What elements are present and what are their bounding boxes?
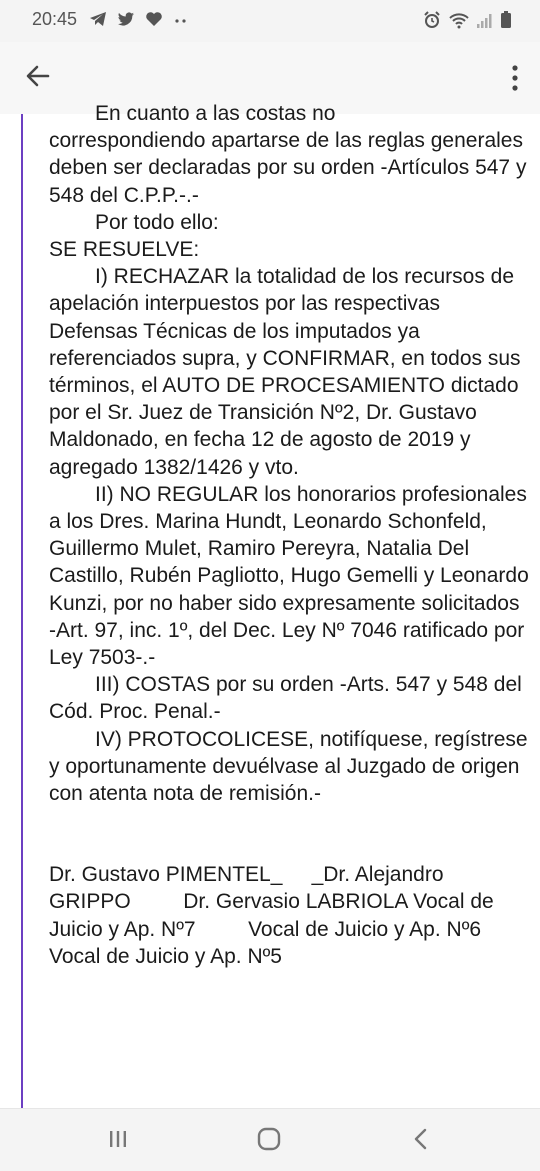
telegram-icon	[88, 9, 108, 29]
overflow-menu-icon[interactable]	[510, 64, 520, 92]
twitter-icon	[116, 9, 136, 29]
status-bar	[0, 0, 540, 42]
back-arrow-icon[interactable]	[22, 60, 54, 92]
item-3-text: III) COSTAS por su orden -Arts. 547 y 548 del Cód. Proc. Penal.-	[49, 673, 528, 724]
heart-icon	[144, 9, 164, 29]
paragraph-resuelve: SE RESUELVE:	[49, 238, 200, 262]
wifi-icon	[448, 10, 470, 30]
status-time: 20:45	[32, 9, 78, 29]
item-4-text: IV) PROTOCOLICESE, notifíquese, regístrese y oportunamente devuélvase al Juzgado de origen con atenta nota de remisión.-	[49, 727, 534, 806]
nav-back-icon[interactable]	[412, 1128, 430, 1150]
quote-bar	[21, 114, 23, 1108]
document-view[interactable]	[0, 102, 540, 1108]
home-icon[interactable]	[257, 1127, 281, 1151]
more-dots-icon	[172, 9, 190, 29]
paragraph-item-2	[49, 481, 535, 671]
partial-line: En cuanto a las costas no	[95, 102, 336, 125]
spacer	[49, 807, 529, 861]
signatures: Dr. Gustavo PIMENTEL_ _Dr. Alejandro GRIPPO Dr. Gervasio LABRIOLA Vocal de Juicio y Ap. Nº7 Vocal de Juicio y Ap. Nº6 Vocal de Juicio y Ap. Nº5	[49, 863, 528, 968]
signal-icon	[476, 10, 494, 30]
paragraph-item-3	[49, 671, 529, 725]
recents-icon[interactable]	[108, 1129, 128, 1149]
battery-icon	[500, 10, 512, 30]
notification-icons	[88, 9, 190, 29]
alarm-icon	[422, 10, 442, 30]
paragraph-costas: correspondiendo apartarse de las reglas generales deben ser declaradas por su orden -Artículos 547 y 548 del C.P.P.-.-	[49, 129, 533, 207]
paragraph-item-1	[49, 263, 529, 481]
paragraph-item-4	[49, 726, 534, 808]
document-text	[49, 100, 535, 970]
system-icons	[422, 10, 512, 30]
navigation-bar	[0, 1108, 540, 1171]
item-1-text: I) RECHAZAR la totalidad de los recursos de apelación interpuestos por las respectivas Defensas Técnicas de los imputados ya referenciados supra, y CONFIRMAR, en todos sus términos, el AUTO DE PROCESAMIENTO dictado por el Sr. Juez de Transición Nº2, Dr. Gustavo Maldonado, en fecha 12 de agosto de 2019 y agregado 1382/1426 y vto.	[49, 265, 527, 479]
item-2-text: II) NO REGULAR los honorarios profesionales a los Dres. Marina Hundt, Leonardo Schonfeld, Guillermo Mulet, Ramiro Pereyra, Natalia Del Castillo, Rubén Pagliotto, Hugo Gemelli y Leonardo Kunzi, por no haber sido expresamente solicitados -Art. 97, inc. 1º, del Dec. Ley Nº 7046 ratificado por Ley 7503-.-	[49, 482, 535, 670]
paragraph-por-todo: Por todo ello:	[95, 210, 219, 234]
